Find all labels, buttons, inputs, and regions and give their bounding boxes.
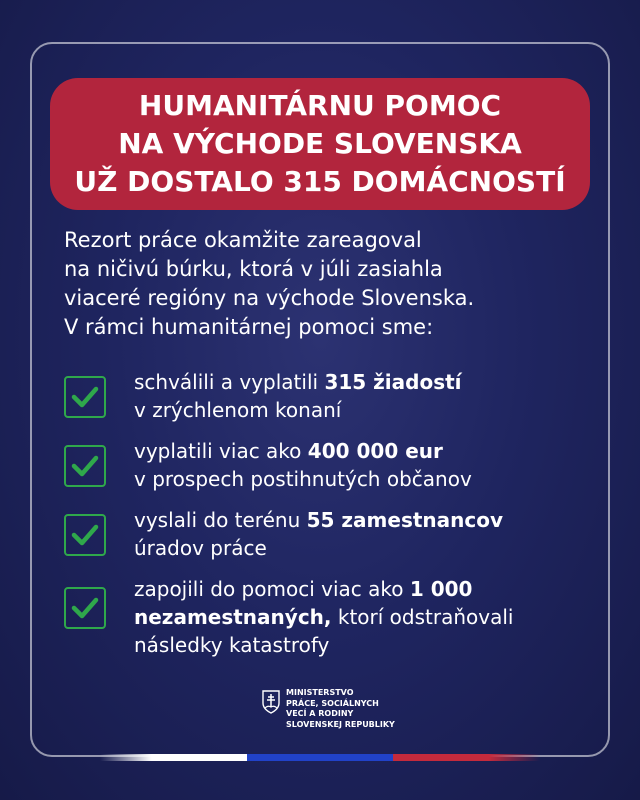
intro-paragraph [64,226,584,342]
item-text: vyslali do terénu [134,508,307,532]
item-text-line-2: úradov práce [134,536,267,560]
intro-line-2: na ničivú búrku, ktorá v júli zasiahla [64,257,443,281]
item-text-line-2: v prospech postihnutých občanov [134,467,472,491]
list-item-text [134,368,462,424]
item-highlight: 1 000 [409,577,473,601]
item-highlight: 315 žiadostí [324,370,462,394]
flag-stripes [100,754,540,761]
slovak-coat-of-arms-icon [262,690,280,714]
item-highlight: 400 000 eur [307,439,443,463]
list-item [64,435,604,503]
ministry-name-line-3: VECÍ A RODINY [286,709,354,718]
flag-stripe-blue [247,754,394,761]
item-text-2: ktorí odstraňovali [331,605,514,629]
list-item-text [134,437,472,493]
ministry-name-line-2: PRÁCE, SOCIÁLNYCH [286,698,379,708]
flag-stripe-red [393,754,540,761]
check-icon [64,445,106,487]
list-item [64,573,604,669]
intro-line-1: Rezort práce okamžite zareagoval [64,228,422,252]
list-item-text [134,575,513,659]
item-highlight-2: nezamestnaných, [134,605,332,629]
item-text: zapojili do pomoci viac ako [134,577,410,601]
intro-line-4: V rámci humanitárnej pomoci sme: [64,315,434,339]
list-item-text [134,506,503,562]
item-text-line-3: následky katastrofy [134,633,330,657]
achievements-list [64,366,604,670]
headline-banner [50,78,590,210]
list-item [64,504,604,572]
headline-line-1: HUMANITÁRNU POMOC [138,89,502,122]
item-text-line-2: v zrýchlenom konaní [134,398,342,422]
list-item [64,366,604,434]
flag-stripe-white [100,754,247,761]
check-icon [64,376,106,418]
item-text: vyplatili viac ako [134,439,308,463]
ministry-name [286,688,395,730]
item-text: schválili a vyplatili [134,370,325,394]
check-icon [64,514,106,556]
item-highlight: 55 zamestnancov [306,508,504,532]
check-icon [64,587,106,629]
intro-line-3: viaceré regióny na východe Slovenska. [64,286,475,310]
ministry-name-line-4: SLOVENSKEJ REPUBLIKY [286,719,395,729]
headline-line-2: NA VÝCHODE SLOVENSKA [118,127,522,160]
ministry-name-line-1: MINISTERSTVO [286,688,354,697]
headline-line-3: UŽ DOSTALO 315 DOMÁCNOSTÍ [74,165,566,198]
